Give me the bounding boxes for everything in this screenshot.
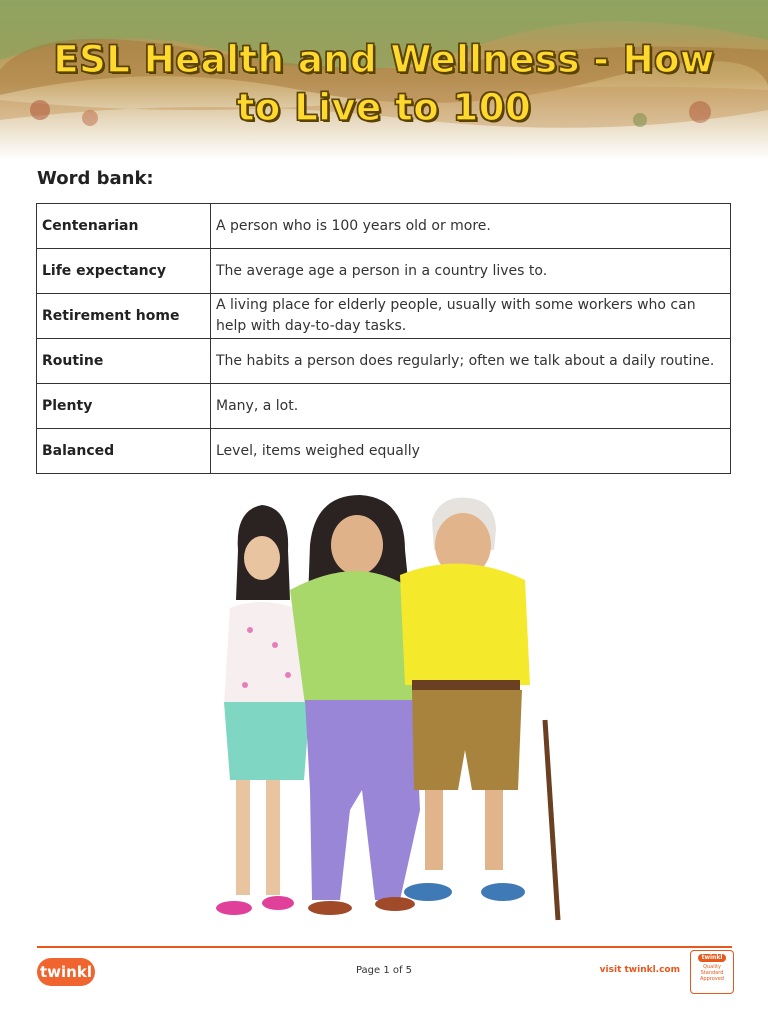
page-number: Page 1 of 5 xyxy=(355,965,413,976)
badge-text: Quality Standard Approved xyxy=(700,964,724,982)
girl-figure xyxy=(216,505,310,915)
term-cell: Retirement home xyxy=(37,294,211,339)
quality-badge xyxy=(690,950,734,994)
word-bank-table xyxy=(36,203,731,474)
definition-cell: Level, items weighed equally xyxy=(211,429,731,474)
table-row xyxy=(37,204,731,249)
footer-divider xyxy=(37,946,732,948)
word-bank-heading: Word bank: xyxy=(37,168,154,189)
header-banner xyxy=(0,0,768,160)
term-cell: Routine xyxy=(37,339,211,384)
table-row xyxy=(37,249,731,294)
term-cell: Balanced xyxy=(37,429,211,474)
definition-cell: The average age a person in a country lives to. xyxy=(211,249,731,294)
term-cell: Life expectancy xyxy=(37,249,211,294)
table-row xyxy=(37,429,731,474)
logo-text: twinkl xyxy=(40,963,92,981)
visit-link[interactable]: visit twinkl.com xyxy=(599,965,680,975)
term-cell: Plenty xyxy=(37,384,211,429)
definition-cell: A living place for elderly people, usually with some workers who can help with day-to-day tasks. xyxy=(211,294,731,339)
table-row xyxy=(37,339,731,384)
table-row xyxy=(37,384,731,429)
family-illustration xyxy=(200,490,570,930)
term-cell: Centenarian xyxy=(37,204,211,249)
definition-cell: A person who is 100 years old or more. xyxy=(211,204,731,249)
definition-cell: The habits a person does regularly; often we talk about a daily routine. xyxy=(211,339,731,384)
page-title: ESL Health and Wellness - How to Live to 100 xyxy=(53,38,715,129)
definition-cell: Many, a lot. xyxy=(211,384,731,429)
woman-figure xyxy=(290,495,420,915)
table-row xyxy=(37,294,731,339)
badge-brand: twinkl xyxy=(698,954,727,962)
man-figure xyxy=(400,498,558,920)
